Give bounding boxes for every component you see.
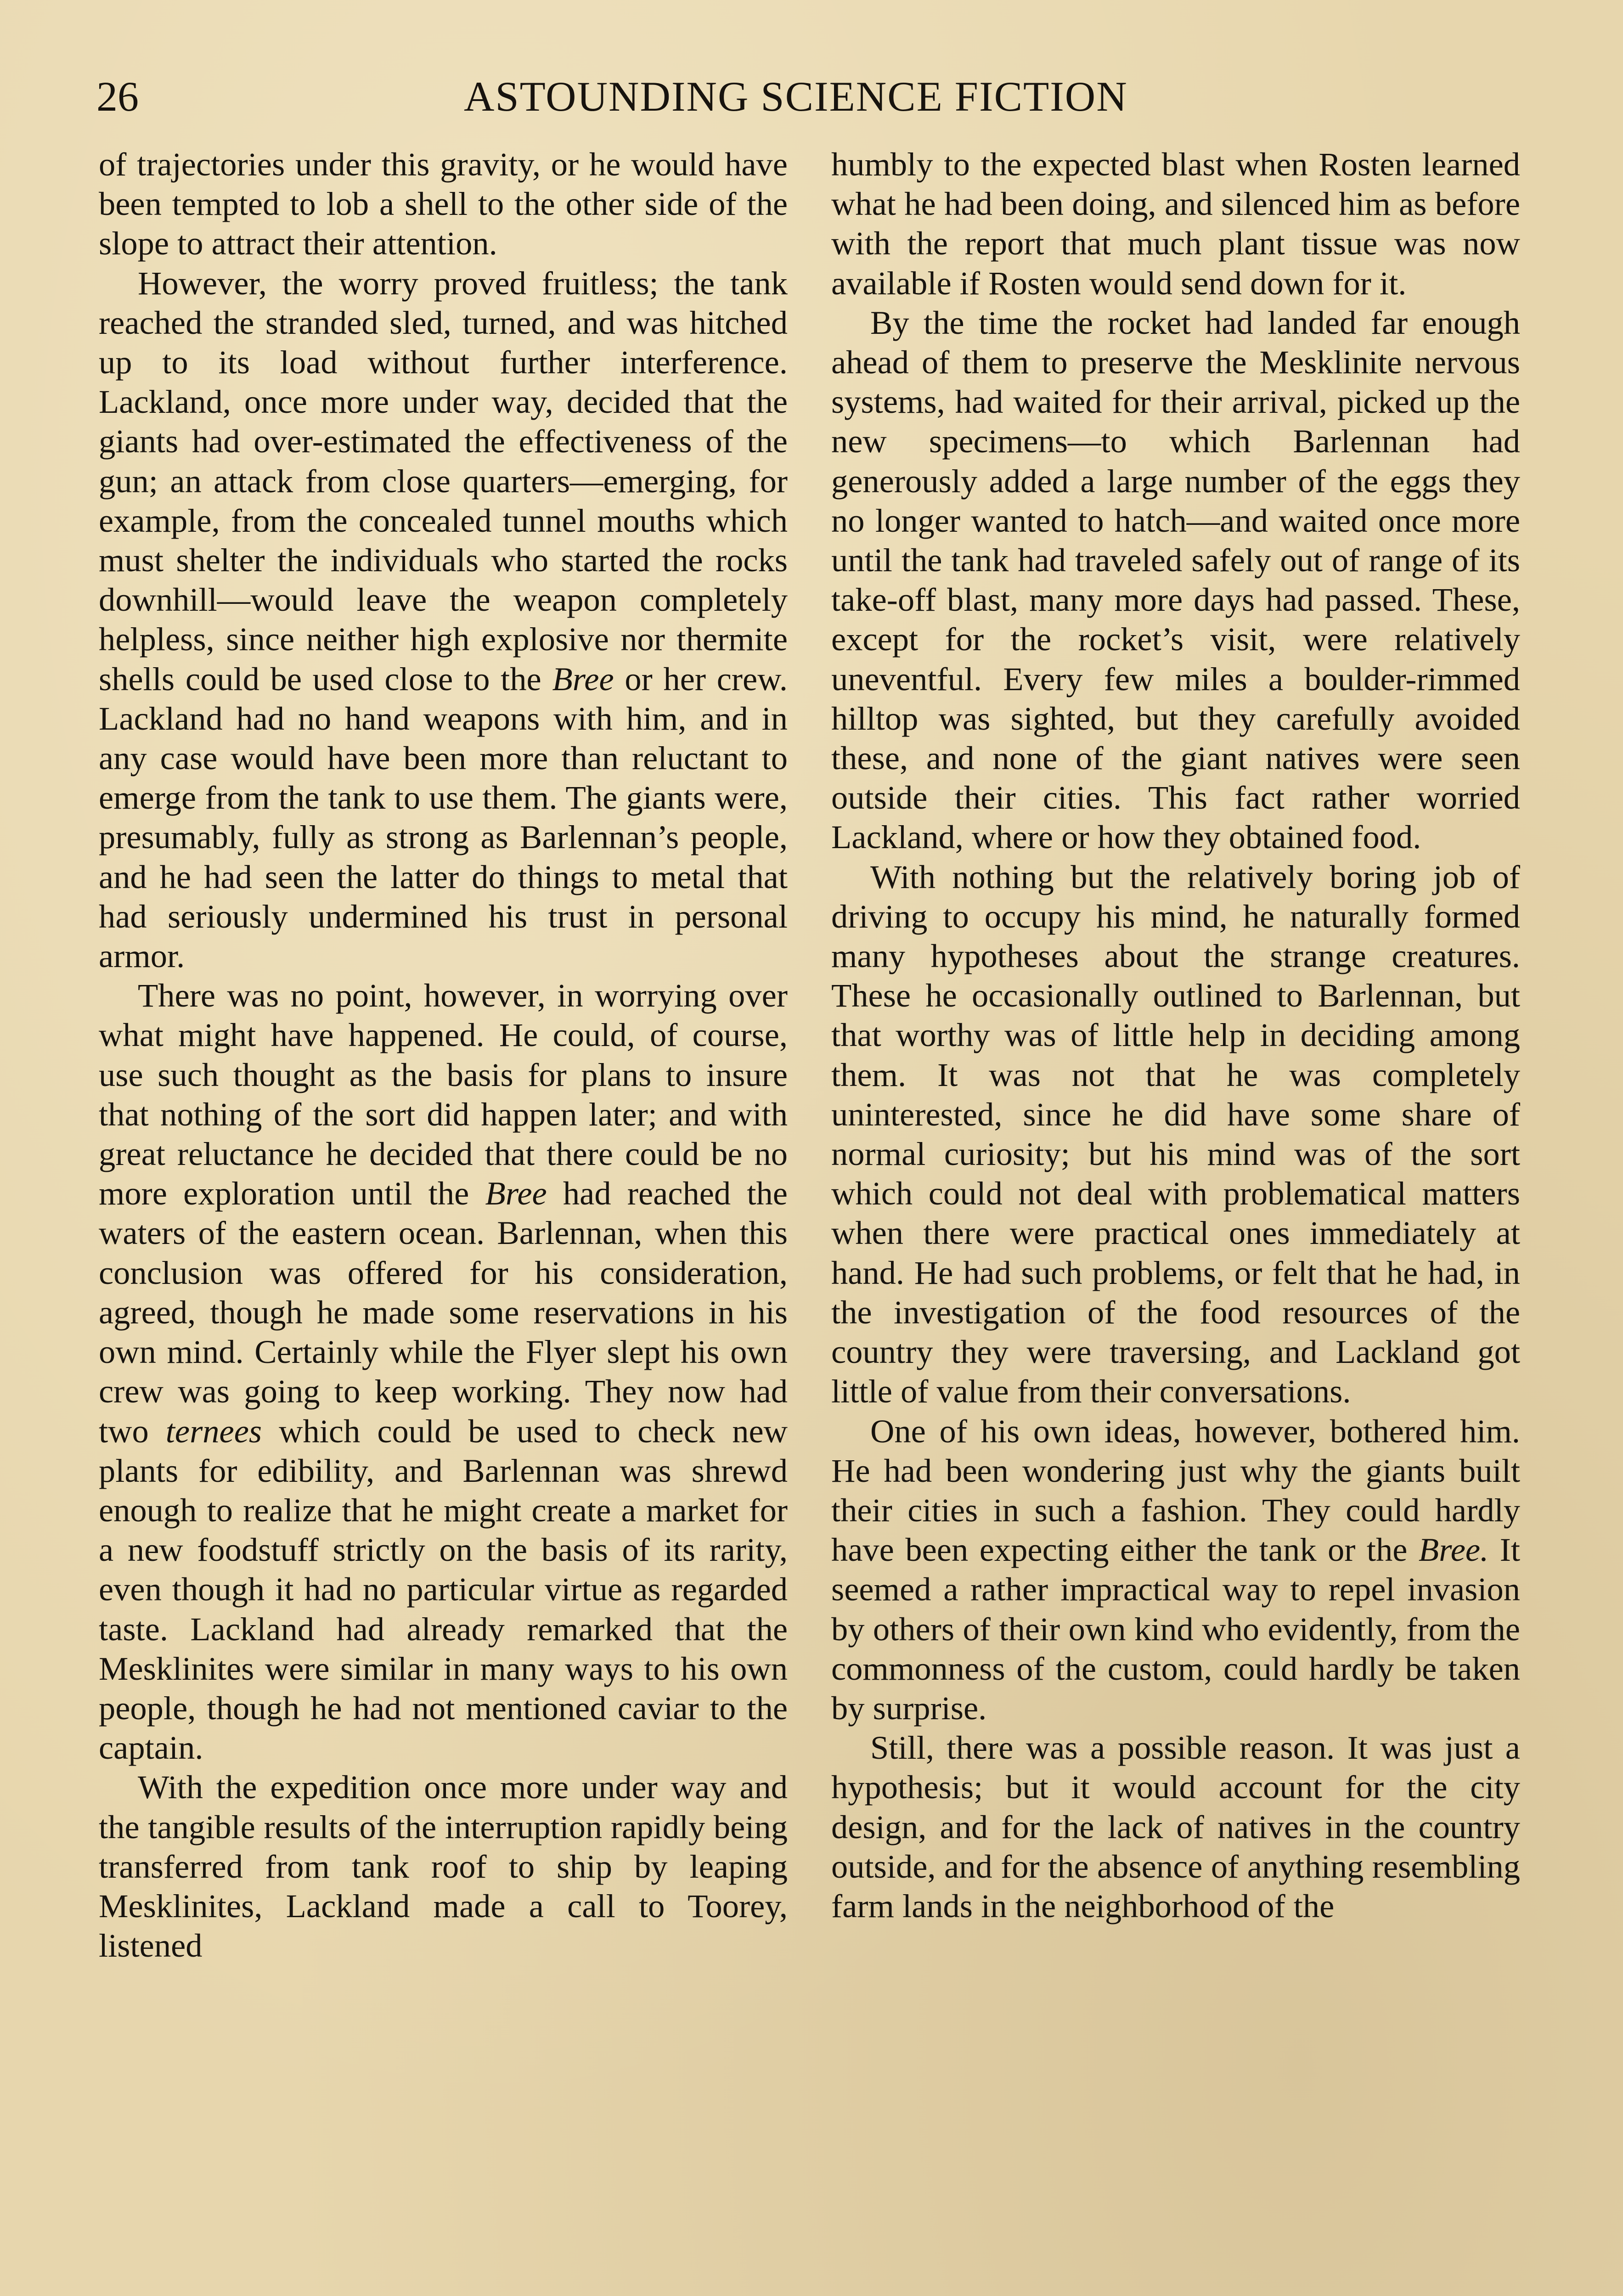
paragraph-text: However, the worry proved fruitless; the tank reached the stranded sled, turned, and was hitched up to its load without further interference. Lackland, once more under way, decided that the giants had over-estimated the effectiveness of the gun; an attack from close quarters—emerging, for example, from the concealed tunnel mouths which must shelter the individuals who started the rocks downhill—would leave the weapon completely helpless, since neither high explosive nor thermite shells could be used close to the	[99, 264, 788, 698]
paragraph-text: humbly to the expected blast when Rosten learned what he had been doing, and silenced him as before with the report that much plant tissue was now available if Rosten would send down for it.	[831, 146, 1520, 302]
paragraph-text: By the time the rocket had landed far enough ahead of them to preserve the Mesklinite nervous systems, had waited for their arrival, picked up the new specimens—to which Barlennan had generously added a large number of the eggs they no longer wanted to hatch—and waited once more until the tank had traveled safely out of range of its take-off blast, many more days had passed. These, except for the rocket’s visit, were relatively uneventful. Every few miles a boulder-rimmed hilltop was sighted, but they carefully avoided these, and none of the giant natives were seen outside their cities. This fact rather worried Lackland, where or how they obtained food.	[831, 304, 1520, 856]
paragraph-text: which could be used to check new plants for edibility, and Barlennan was shrewd enough to realize that he might create a market for a new foodstuff strictly on the basis of its rarity, even though it had no particular virtue as regarded taste. Lackland had already remarked that the Mesklinites were similar in many ways to his own people, though he had not mentioned caviar to the captain.	[99, 1412, 788, 1767]
paragraph-text: With the expedition once more under way and the tangible results of the interruption rapidly being transferred from tank roof to ship by leaping Mesklinites, Lackland made a call to Toorey, listened	[99, 1768, 788, 1964]
paragraph	[99, 976, 788, 1767]
paragraph	[831, 303, 1520, 857]
paragraph-text: or her crew. Lackland had no hand weapons with him, and in any case would have been more than reluctant to emerge from the tank to use them. The giants were, presumably, fully as strong as Barlennan’s people, and he had seen the latter do things to metal that had seriously undermined his trust in personal armor.	[99, 660, 788, 975]
paragraph	[831, 145, 1520, 303]
italic-term: ternees	[165, 1412, 262, 1450]
italic-ship-name: Bree.	[1418, 1531, 1489, 1569]
paragraph-text: had reached the waters of the eastern ocean. Barlennan, when this conclusion was offered for his consideration, agreed, though he made some reservations in his own mind. Certainly while the Flyer slept his own crew was going to keep working. They now had two	[99, 1175, 788, 1450]
italic-ship-name: Bree	[552, 660, 614, 698]
page-header	[96, 69, 1525, 124]
paragraph-text: There was no point, however, in worrying over what might have happened. He could, of course, use such thought as the basis for plans to insure that nothing of the sort did happen later; and with great reluctance he decided that there could be no more exploration until the	[99, 977, 788, 1212]
paragraph-text: With nothing but the relatively boring job of driving to occupy his mind, he naturally formed many hypotheses about the strange creatures. These he occasionally outlined to Barlennan, but that worthy was of little help in deciding among them. It was not that he was completely uninterested, since he did have some share of normal curiosity; but his mind was of the sort which could not deal with problematical matters when there were practical ones immediately at hand. He had such problems, or felt that he had, in the investigation of the food resources of the country they were traversing, and Lackland got little of value from their conversations.	[831, 858, 1520, 1410]
paragraph-text: of trajectories under this gravity, or he would have been tempted to lob a shell to the other side of the slope to attract their attention.	[99, 146, 788, 262]
running-title: ASTOUNDING SCIENCE FICTION	[464, 73, 1128, 120]
paragraph	[831, 857, 1520, 1412]
paragraph	[831, 1412, 1520, 1728]
page-number: 26	[96, 73, 139, 120]
paragraph	[99, 145, 788, 264]
paragraph-text: One of his own ideas, however, bothered him. He had been wondering just why the giants built their cities in such a fashion. They could hardly have been expecting either the tank or the	[831, 1412, 1520, 1569]
italic-ship-name: Bree	[485, 1175, 547, 1212]
left-column	[99, 145, 788, 2296]
paragraph	[99, 1767, 788, 1965]
right-column	[831, 145, 1520, 2296]
paragraph	[831, 1728, 1520, 1926]
paragraph	[99, 264, 788, 976]
paragraph-text: Still, there was a possible reason. It was just a hypothesis; but it would account for the city design, and for the lack of natives in the country outside, and for the absence of anything resembling farm lands in the neighborhood of the	[831, 1729, 1520, 1925]
paragraph-text: It seemed a rather impractical way to repel invasion by others of their own kind who evidently, from the commonness of the custom, could hardly be taken by surprise.	[831, 1531, 1520, 1727]
